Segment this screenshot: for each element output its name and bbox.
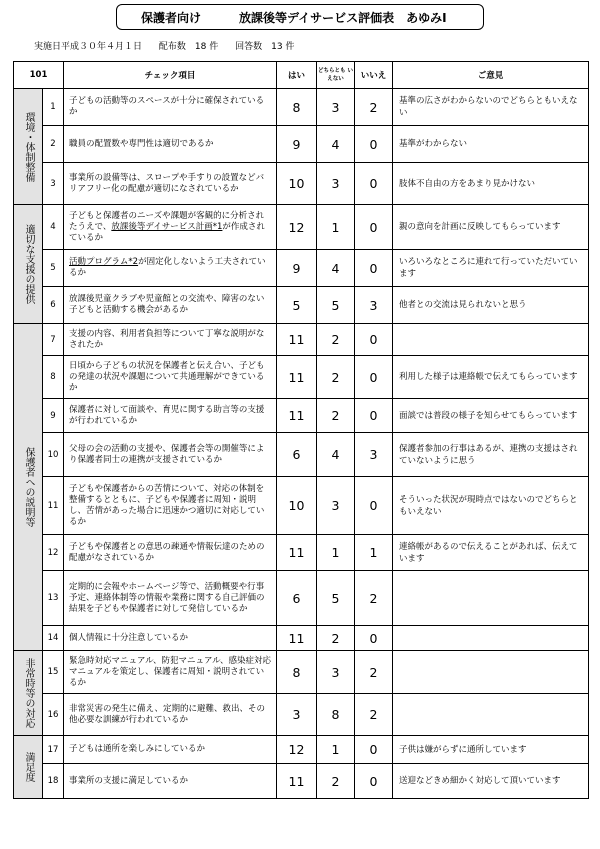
row-number: 7 [43, 324, 64, 356]
no-count: 2 [355, 651, 393, 694]
row-number: 9 [43, 399, 64, 433]
response-count: 回答数 13 件 [235, 42, 295, 52]
opinion: 子供は嫌がらずに通所しています [393, 736, 589, 764]
check-item: 緊急時対応マニュアル、防犯マニュアル、感染症対応マニュアルを策定し、保護者に周知・説明されているか [64, 651, 277, 694]
opinion: そういった状況が現時点ではないのでどちらともいえない [393, 477, 589, 535]
opinion: 基準の広さがわからないのでどちらともいえない [393, 89, 589, 126]
neither-count: 4 [317, 250, 355, 287]
neither-count: 3 [317, 651, 355, 694]
opinion: 肢体不自由の方をあまり見かけない [393, 163, 589, 205]
neither-count: 2 [317, 324, 355, 356]
header-no: いいえ [355, 62, 393, 89]
yes-count: 6 [277, 433, 317, 477]
neither-count: 2 [317, 399, 355, 433]
yes-count: 6 [277, 571, 317, 626]
row-number: 5 [43, 250, 64, 287]
opinion: 他者との交流は見られないと思う [393, 287, 589, 324]
yes-count: 8 [277, 89, 317, 126]
no-count: 3 [355, 287, 393, 324]
check-item: 放課後児童クラブや児童館との交流や、障害のない子どもと活動する機会があるか [64, 287, 277, 324]
no-count: 0 [355, 356, 393, 399]
table-row [14, 694, 589, 736]
survey-date: 実施日平成３０年４月１日 [34, 42, 143, 52]
no-count: 0 [355, 477, 393, 535]
table-row [14, 736, 589, 764]
table-row [14, 356, 589, 399]
table-row [14, 571, 589, 626]
yes-count: 11 [277, 399, 317, 433]
table-row [14, 535, 589, 571]
check-item: 子どもや保護者からの苦情について、対応の体制を整備するとともに、子どもや保護者に周知・説明し、苦情があった場合に迅速かつ適切に対応しているか [64, 477, 277, 535]
yes-count: 9 [277, 126, 317, 163]
yes-count: 10 [277, 163, 317, 205]
row-number: 3 [43, 163, 64, 205]
no-count: 2 [355, 89, 393, 126]
check-item: 子どもや保護者との意思の疎通や情報伝達のための配慮がなされているか [64, 535, 277, 571]
yes-count: 12 [277, 205, 317, 250]
no-count: 0 [355, 324, 393, 356]
yes-count: 11 [277, 324, 317, 356]
opinion: いろいろなところに連れて行っていただいています [393, 250, 589, 287]
evaluation-table [13, 61, 589, 799]
opinion [393, 694, 589, 736]
check-item: 職員の配置数や専門性は適切であるか [64, 126, 277, 163]
table-row [14, 287, 589, 324]
row-number: 10 [43, 433, 64, 477]
opinion: 保護者参加の行事はあるが、連携の支援はされていないように思う [393, 433, 589, 477]
table-row [14, 477, 589, 535]
row-number: 18 [43, 764, 64, 799]
yes-count: 5 [277, 287, 317, 324]
table-row [14, 764, 589, 799]
yes-count: 12 [277, 736, 317, 764]
program-term: 活動プログラム*2 [69, 257, 139, 267]
neither-count: 4 [317, 433, 355, 477]
neither-count: 2 [317, 626, 355, 651]
neither-count: 3 [317, 477, 355, 535]
table-row [14, 626, 589, 651]
yes-count: 3 [277, 694, 317, 736]
header-row [14, 62, 589, 89]
check-item: 日頃から子どもの状況を保護者と伝え合い、子どもの発達の状況や課題について共通理解ができているか [64, 356, 277, 399]
table-row [14, 651, 589, 694]
header-opinion: ご意見 [393, 62, 589, 89]
row-number: 14 [43, 626, 64, 651]
row-number: 15 [43, 651, 64, 694]
neither-count: 3 [317, 163, 355, 205]
neither-count: 8 [317, 694, 355, 736]
opinion [393, 626, 589, 651]
row-number: 1 [43, 89, 64, 126]
document-title: 放課後等デイサービス評価表 あゆみⅠ [239, 10, 447, 25]
table-row [14, 163, 589, 205]
check-item: 活動プログラム*2が固定化しないよう工夫されているか [64, 250, 277, 287]
row-number: 17 [43, 736, 64, 764]
yes-count: 8 [277, 651, 317, 694]
neither-count: 5 [317, 287, 355, 324]
neither-count: 1 [317, 205, 355, 250]
audience-label: 保護者向け [141, 10, 202, 25]
yes-count: 11 [277, 626, 317, 651]
no-count: 0 [355, 736, 393, 764]
category-support: 適切な支援の提供 [14, 205, 43, 324]
table-row [14, 205, 589, 250]
row-number: 11 [43, 477, 64, 535]
opinion: 連絡帳があるので伝えることがあれば、伝えています [393, 535, 589, 571]
category-explanation: 保護者への説明等 [14, 324, 43, 651]
distributed-count: 配布数 18 件 [158, 42, 219, 52]
check-item: 定期的に会報やホームページ等で、活動概要や行事予定、連絡体制等の情報や業務に関する自己評価の結果を子どもや保護者に対して発信しているか [64, 571, 277, 626]
table-row [14, 89, 589, 126]
neither-count: 5 [317, 571, 355, 626]
check-item: 子どもと保護者のニーズや課題が客観的に分析されたうえで、放課後等デイサービス計画*1が作成されているか [64, 205, 277, 250]
check-item: 個人情報に十分注意しているか [64, 626, 277, 651]
table-row [14, 126, 589, 163]
row-number: 12 [43, 535, 64, 571]
opinion: 送迎などきめ細かく対応して頂いています [393, 764, 589, 799]
row-number: 8 [43, 356, 64, 399]
no-count: 0 [355, 250, 393, 287]
no-count: 1 [355, 535, 393, 571]
no-count: 0 [355, 764, 393, 799]
survey-info [34, 39, 308, 52]
opinion: 親の意向を計画に反映してもらっています [393, 205, 589, 250]
row-number: 2 [43, 126, 64, 163]
row-number: 4 [43, 205, 64, 250]
no-count: 0 [355, 163, 393, 205]
check-item: 事業所の支援に満足しているか [64, 764, 277, 799]
row-number: 6 [43, 287, 64, 324]
no-count: 0 [355, 126, 393, 163]
table-row [14, 250, 589, 287]
no-count: 2 [355, 694, 393, 736]
check-item: 父母の会の活動の支援や、保護者会等の開催等により保護者同士の連携が支援されているか [64, 433, 277, 477]
opinion: 利用した様子は連絡帳で伝えてもらっています [393, 356, 589, 399]
check-item: 子どもは通所を楽しみにしているか [64, 736, 277, 764]
yes-count: 10 [277, 477, 317, 535]
header-yes: はい [277, 62, 317, 89]
table-row [14, 433, 589, 477]
check-item: 子どもの活動等のスペースが十分に確保されているか [64, 89, 277, 126]
neither-count: 1 [317, 535, 355, 571]
header-id: 101 [14, 62, 64, 89]
yes-count: 9 [277, 250, 317, 287]
yes-count: 11 [277, 356, 317, 399]
row-number: 16 [43, 694, 64, 736]
neither-count: 2 [317, 764, 355, 799]
table-row [14, 399, 589, 433]
category-emergency: 非常時等の対応 [14, 651, 43, 736]
neither-count: 4 [317, 126, 355, 163]
category-satisfaction: 満足度 [14, 736, 43, 799]
check-item: 保護者に対して面談や、育児に関する助言等の支援が行われているか [64, 399, 277, 433]
check-item: 非常災害の発生に備え、定期的に避難、救出、その他必要な訓練が行われているか [64, 694, 277, 736]
no-count: 3 [355, 433, 393, 477]
check-item: 支援の内容、利用者負担等について丁寧な説明がなされたか [64, 324, 277, 356]
opinion [393, 651, 589, 694]
opinion [393, 571, 589, 626]
neither-count: 2 [317, 356, 355, 399]
no-count: 0 [355, 399, 393, 433]
table-row [14, 324, 589, 356]
header-check-item: チェック項目 [64, 62, 277, 89]
row-number: 13 [43, 571, 64, 626]
opinion [393, 324, 589, 356]
title-box [116, 4, 484, 30]
category-environment: 環境・体制整備 [14, 89, 43, 205]
neither-count: 1 [317, 736, 355, 764]
header-neither: どちらとも いえない [317, 62, 355, 89]
yes-count: 11 [277, 764, 317, 799]
no-count: 2 [355, 571, 393, 626]
no-count: 0 [355, 626, 393, 651]
check-item: 事業所の設備等は、スロープや手すりの設置などバリアフリー化の配慮が適切になされているか [64, 163, 277, 205]
plan-term: 放課後等デイサービス計画*1 [111, 221, 223, 232]
yes-count: 11 [277, 535, 317, 571]
no-count: 0 [355, 205, 393, 250]
opinion: 面談では普段の様子を知らせてもらっています [393, 399, 589, 433]
opinion: 基準がわからない [393, 126, 589, 163]
neither-count: 3 [317, 89, 355, 126]
